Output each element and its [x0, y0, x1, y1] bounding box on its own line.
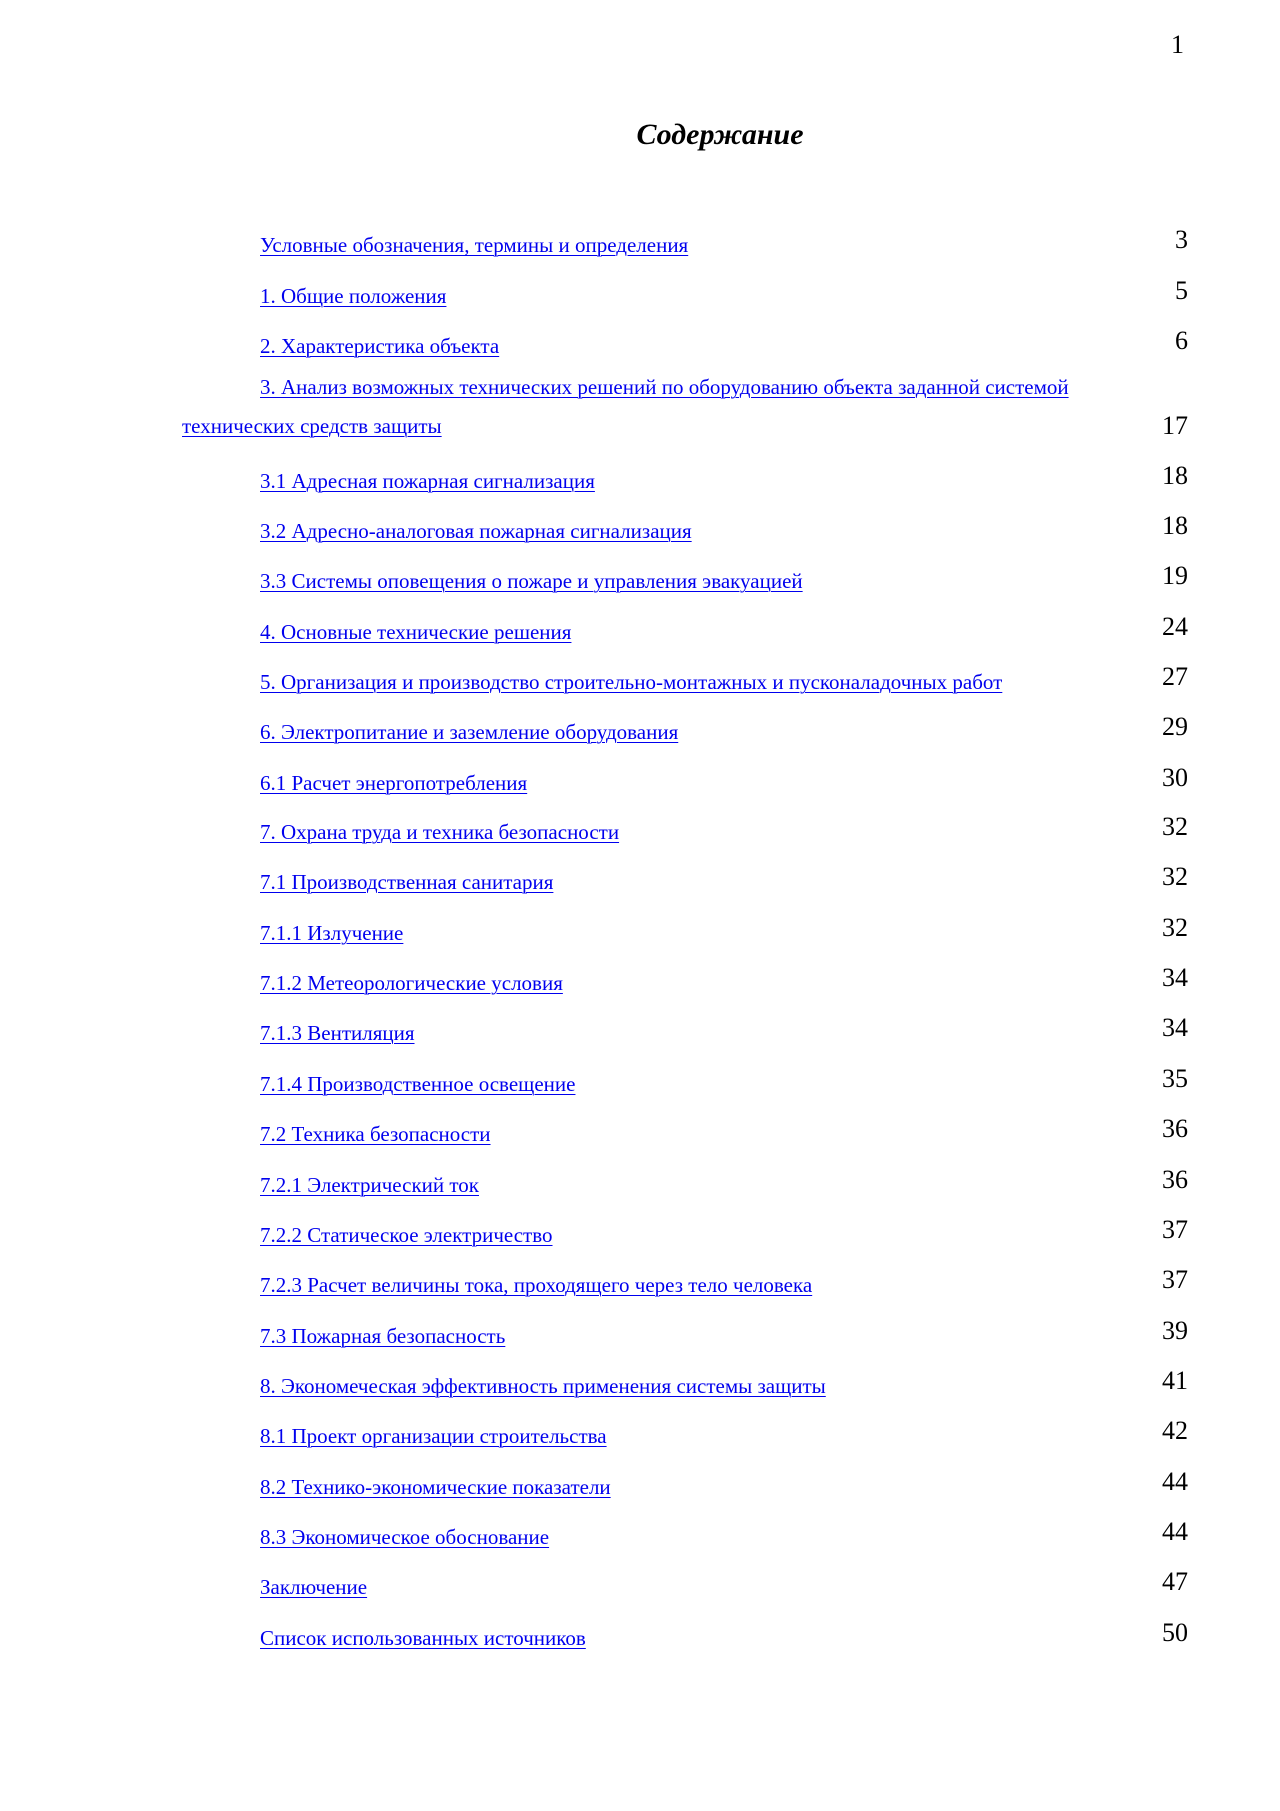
toc-link[interactable]: 4. Основные технические решения [260, 620, 572, 644]
toc-page-number: 36 [1162, 1114, 1188, 1143]
page-number: 1 [1171, 30, 1184, 59]
toc-page-number: 44 [1162, 1467, 1188, 1496]
toc-entry-3-2 [0, 511, 1280, 551]
toc-page-number: 44 [1162, 1517, 1188, 1546]
toc-link[interactable]: 3.2 Адресно-аналоговая пожарная сигнализация [260, 519, 692, 543]
toc-link[interactable]: 8.1 Проект организации строительства [260, 1424, 607, 1448]
toc-link[interactable]: 8. Экономеческая эффективность применения системы защиты [260, 1374, 826, 1398]
toc-page-number: 32 [1162, 913, 1188, 942]
toc-entry-5 [0, 662, 1280, 702]
toc-page-number: 47 [1162, 1567, 1188, 1596]
toc-entry-6-1 [0, 763, 1280, 803]
toc-entry-7-2-1 [0, 1165, 1280, 1205]
toc-page-number: 27 [1162, 662, 1188, 691]
toc-page-number: 32 [1162, 862, 1188, 891]
toc-page-number: 32 [1162, 812, 1188, 841]
toc-page-number: 5 [1175, 276, 1188, 305]
toc-page-number: 18 [1162, 511, 1188, 540]
toc-entry-7-1-1 [0, 913, 1280, 953]
toc-link[interactable]: 1. Общие положения [260, 284, 447, 308]
toc-entry-terms [0, 225, 1280, 265]
toc-page-number: 41 [1162, 1366, 1188, 1395]
toc-entry-7-3 [0, 1316, 1280, 1356]
toc-link[interactable]: 3.3 Системы оповещения о пожаре и управления эвакуацией [260, 569, 803, 593]
toc-page-number: 36 [1162, 1165, 1188, 1194]
toc-entry-7-1 [0, 862, 1280, 902]
toc-link-line-1: 3. Анализ возможных технических решений по оборудованию объекта заданной системой [260, 375, 1069, 399]
toc-entry-7-1-4 [0, 1064, 1280, 1104]
toc-entry-6 [0, 712, 1280, 752]
toc-page-number: 42 [1162, 1416, 1188, 1445]
toc-page-number: 37 [1162, 1215, 1188, 1244]
toc-link[interactable]: 6. Электропитание и заземление оборудования [260, 720, 679, 744]
toc-link[interactable]: 3.1 Адресная пожарная сигнализация [260, 469, 595, 493]
page-title: Содержание [636, 118, 804, 151]
toc-link[interactable]: 7.2.2 Статическое электричество [260, 1223, 553, 1247]
toc-entry-3 [0, 367, 1280, 451]
toc-link[interactable]: 8.3 Экономическое обоснование [260, 1525, 550, 1549]
toc-page-number: 17 [1162, 411, 1188, 440]
toc-link[interactable]: Список использованных источников [260, 1626, 586, 1650]
toc-entry-7-2-3 [0, 1265, 1280, 1305]
toc-entry-2 [0, 326, 1280, 366]
toc-entry-conclusion [0, 1567, 1280, 1607]
toc-entry-7 [0, 812, 1280, 852]
toc-page-number: 6 [1175, 326, 1188, 355]
toc-page-number: 39 [1162, 1316, 1188, 1345]
toc-link[interactable]: 5. Организация и производство строительно-монтажных и пусконаладочных работ [260, 670, 1003, 694]
toc-link[interactable]: 7.1.2 Метеорологические условия [260, 971, 563, 995]
toc-entry-7-1-2 [0, 963, 1280, 1003]
toc-link[interactable]: Заключение [260, 1575, 368, 1599]
toc-page-number: 34 [1162, 963, 1188, 992]
toc-link[interactable]: 7. Охрана труда и техника безопасности [260, 820, 620, 844]
toc-link[interactable]: 7.2.3 Расчет величины тока, проходящего через тело человека [260, 1273, 813, 1297]
toc-entry-4 [0, 612, 1280, 652]
toc-page-number: 50 [1162, 1618, 1188, 1647]
toc-page-number: 19 [1162, 561, 1188, 590]
toc-page-number: 29 [1162, 712, 1188, 741]
toc-entry-7-2-2 [0, 1215, 1280, 1255]
toc-page-number: 34 [1162, 1013, 1188, 1042]
toc-link[interactable]: 8.2 Технико-экономические показатели [260, 1475, 611, 1499]
toc-entry-3-3 [0, 561, 1280, 601]
toc-link[interactable]: 6.1 Расчет энергопотребления [260, 771, 528, 795]
toc-page-number: 18 [1162, 461, 1188, 490]
toc-entry-7-2 [0, 1114, 1280, 1154]
toc-page-number: 35 [1162, 1064, 1188, 1093]
toc-link[interactable]: 7.3 Пожарная безопасность [260, 1324, 506, 1348]
toc-link[interactable]: 7.2 Техника безопасности [260, 1122, 491, 1146]
toc-page-number: 37 [1162, 1265, 1188, 1294]
toc-link[interactable]: 7.1.4 Производственное освещение [260, 1072, 576, 1096]
toc-link[interactable]: 7.2.1 Электрический ток [260, 1173, 479, 1197]
toc-link[interactable]: 2. Характеристика объекта [260, 334, 500, 358]
toc-entry-3-1 [0, 461, 1280, 501]
toc-entry-8-2 [0, 1467, 1280, 1507]
toc-link[interactable] [182, 375, 1069, 439]
toc-entry-references [0, 1618, 1280, 1658]
toc-entry-8-1 [0, 1416, 1280, 1456]
toc-entry-1 [0, 276, 1280, 316]
toc-entry-8-3 [0, 1517, 1280, 1557]
toc-page-number: 24 [1162, 612, 1188, 641]
toc-page-number: 3 [1175, 225, 1188, 254]
toc-link[interactable]: 7.1.1 Излучение [260, 921, 404, 945]
toc-link[interactable]: 7.1.3 Вентиляция [260, 1021, 415, 1045]
toc-link[interactable]: 7.1 Производственная санитария [260, 870, 554, 894]
toc-link[interactable]: Условные обозначения, термины и определения [260, 233, 689, 257]
toc-entry-7-1-3 [0, 1013, 1280, 1053]
toc-link-line-2: технических средств защиты [182, 414, 442, 438]
toc-entry-8 [0, 1366, 1280, 1406]
toc-page-number: 30 [1162, 763, 1188, 792]
